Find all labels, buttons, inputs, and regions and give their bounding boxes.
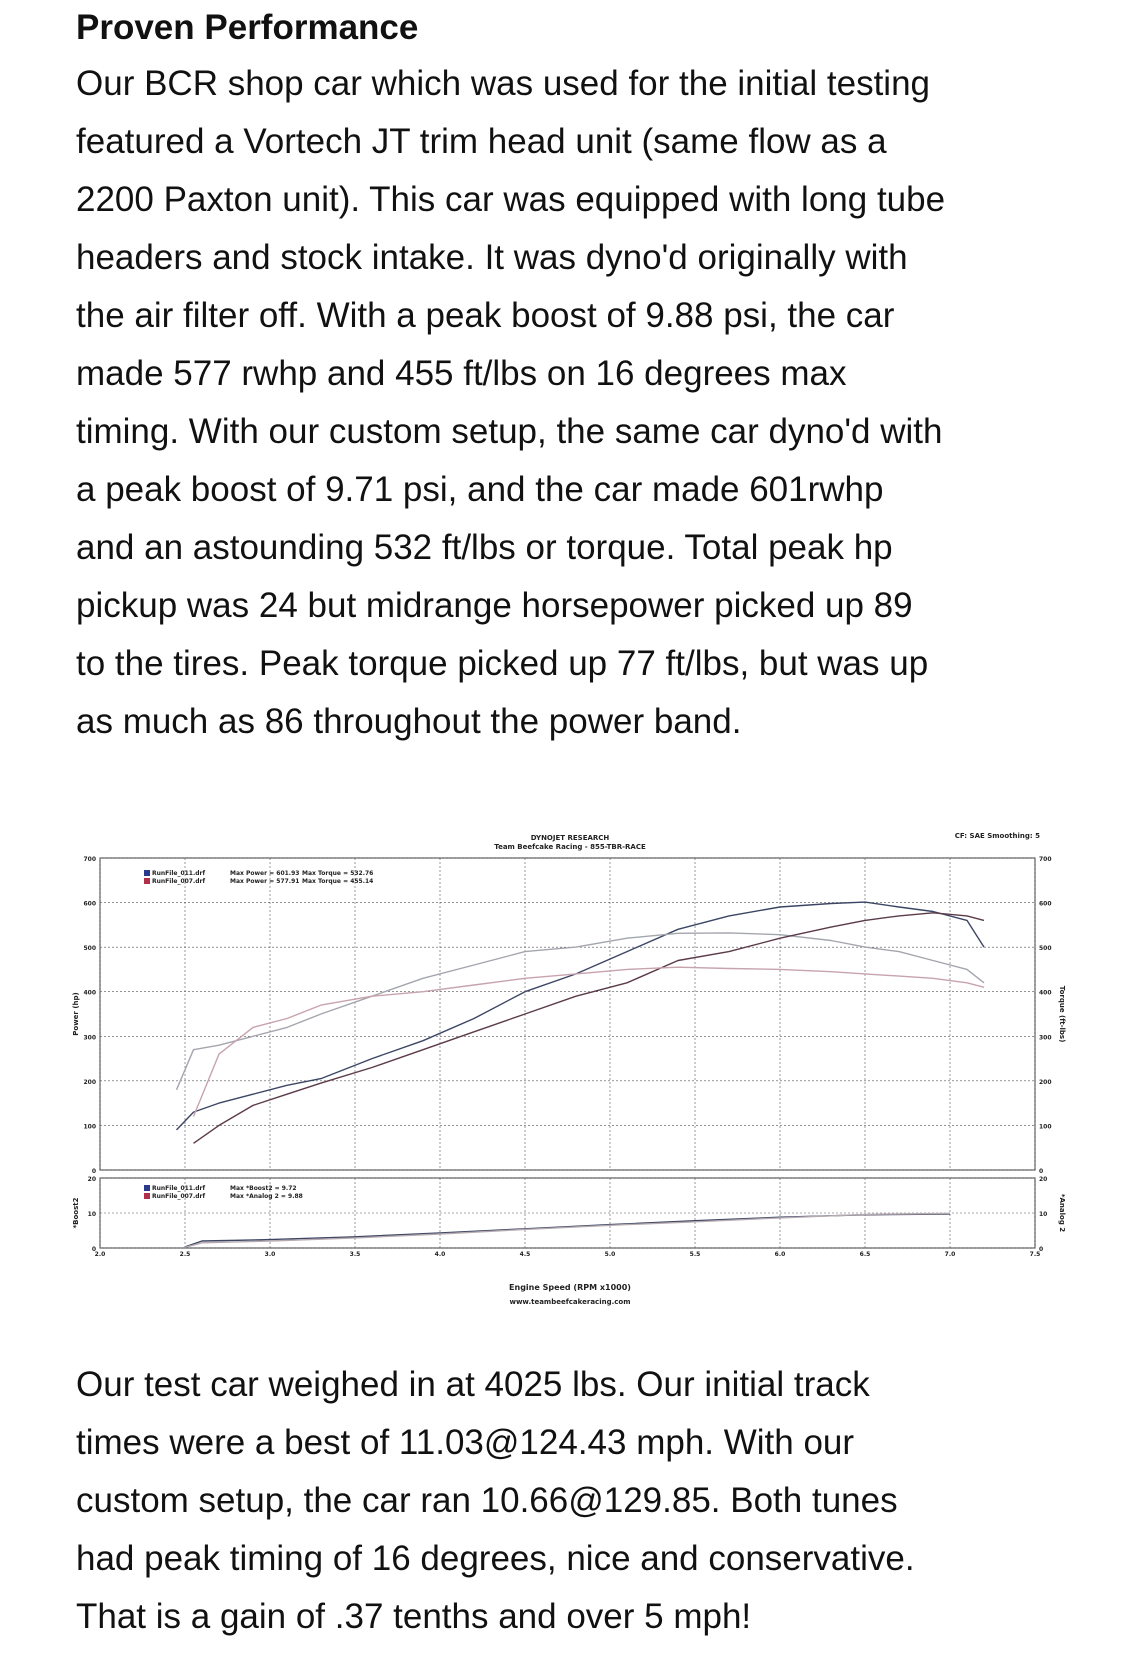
legend-swatch bbox=[144, 878, 150, 884]
boost-panel-y-tick-left: 20 bbox=[87, 1176, 96, 1183]
chart-corner-info: CF: SAE Smoothing: 5 bbox=[954, 832, 1040, 840]
chart-title: DYNOJET RESEARCH bbox=[530, 834, 610, 842]
boost-panel-y-tick-right: 0 bbox=[1039, 1246, 1044, 1253]
x-tick-label: 2.0 bbox=[94, 1251, 106, 1258]
power-panel-y-tick-left: 600 bbox=[83, 900, 96, 908]
power-panel-y-tick-right: 700 bbox=[1039, 856, 1052, 863]
x-tick-label: 4.5 bbox=[519, 1251, 531, 1258]
legend-power: Max Power = 577.91 bbox=[230, 878, 300, 885]
x-tick-label: 6.0 bbox=[774, 1251, 786, 1258]
power-panel-y-tick-right: 500 bbox=[1039, 945, 1052, 953]
legend-torque: Max Torque = 455.14 bbox=[302, 878, 374, 885]
dyno-chart bbox=[70, 830, 1070, 1310]
x-tick-label: 3.0 bbox=[264, 1251, 276, 1258]
x-tick-label: 5.5 bbox=[689, 1251, 701, 1258]
chart-subtitle: Team Beefcake Racing - 855-TBR-RACE bbox=[494, 843, 646, 851]
legend-torque: Max Torque = 532.76 bbox=[302, 870, 374, 877]
legend-boost: Max *Boost2 = 9.72 bbox=[230, 1185, 297, 1192]
power-panel-y-label-left: Power (hp) bbox=[72, 992, 80, 1036]
power-panel-y-tick-left: 200 bbox=[83, 1078, 96, 1086]
article-paragraph-1: Our BCR shop car which was used for the initial testing featured a Vortech JT trim head unit (same flow as a 2200 Paxton unit). This car was equipped with long tube headers and stock intake. It was dyno'd originally with the air filter off. With a peak boost of 9.88 psi, the car made 577 rwhp and 455 ft/lbs on 16 degrees max timing. With our custom setup, the same car dyno'd with a peak boost of 9.71 psi, and the car made 601rwhp and an astounding 532 ft/lbs or torque. Total peak hp pickup was 24 but midrange horsepower picked up 89 to the tires. Peak torque picked up 77 ft/lbs, but was up as much as 86 throughout the power band. bbox=[76, 64, 946, 741]
legend-power: Max Power = 601.93 bbox=[230, 870, 300, 877]
legend-file: RunFile_011.drf bbox=[152, 870, 206, 877]
power-panel-y-label-right: Torque (ft-lbs) bbox=[1058, 985, 1066, 1043]
x-tick-label: 3.5 bbox=[349, 1251, 361, 1258]
power-panel-y-tick-left: 700 bbox=[83, 856, 96, 863]
power-panel-y-tick-right: 300 bbox=[1039, 1034, 1052, 1042]
x-tick-label: 5.0 bbox=[604, 1251, 616, 1258]
boost-panel-y-label-left: *Boost2 bbox=[72, 1197, 80, 1229]
power-panel-y-tick-left: 100 bbox=[83, 1123, 96, 1131]
boost-panel-y-label-right: *Analog 2 bbox=[1058, 1193, 1066, 1233]
legend-file: RunFile_011.drf bbox=[152, 1185, 206, 1192]
x-tick-label: 2.5 bbox=[179, 1251, 191, 1258]
article-heading: Proven Performance bbox=[76, 8, 419, 47]
legend-file: RunFile_007.drf bbox=[152, 1193, 206, 1200]
chart-background bbox=[70, 830, 1070, 1310]
x-tick-label: 4.0 bbox=[434, 1251, 446, 1258]
x-axis-label: Engine Speed (RPM x1000) bbox=[509, 1283, 631, 1292]
power-panel-y-tick-right: 0 bbox=[1039, 1168, 1044, 1175]
x-tick-label: 7.0 bbox=[944, 1251, 956, 1258]
power-panel-y-tick-left: 400 bbox=[83, 989, 96, 997]
boost-panel-y-tick-left: 0 bbox=[91, 1246, 96, 1253]
power-panel-y-tick-right: 400 bbox=[1039, 989, 1052, 997]
power-panel-y-tick-right: 600 bbox=[1039, 900, 1052, 908]
article-paragraph-2: Our test car weighed in at 4025 lbs. Our initial track times were a best of 11.03@124.43 mph. With our custom setup, the car ran 10.66@129.85. Both tunes had peak timing of 16 degrees, nice and conservative. That is a gain of .37 tenths and over 5 mph! bbox=[76, 1365, 915, 1636]
legend-file: RunFile_007.drf bbox=[152, 878, 206, 885]
power-panel-y-tick-right: 200 bbox=[1039, 1078, 1052, 1086]
power-panel-y-tick-left: 300 bbox=[83, 1034, 96, 1042]
legend-boost: Max *Analog 2 = 9.88 bbox=[230, 1193, 303, 1200]
boost-panel-y-tick-left: 10 bbox=[87, 1211, 96, 1218]
boost-panel-y-tick-right: 10 bbox=[1039, 1211, 1048, 1218]
boost-panel-y-tick-right: 20 bbox=[1039, 1176, 1048, 1183]
legend-swatch bbox=[144, 870, 150, 876]
power-panel-y-tick-left: 500 bbox=[83, 945, 96, 953]
power-panel-y-tick-left: 0 bbox=[91, 1168, 96, 1175]
legend-swatch bbox=[144, 1193, 150, 1199]
chart-footer: www.teambeefcakeracing.com bbox=[509, 1298, 631, 1306]
legend-swatch bbox=[144, 1185, 150, 1191]
x-tick-label: 6.5 bbox=[859, 1251, 871, 1258]
power-panel-y-tick-right: 100 bbox=[1039, 1123, 1052, 1131]
x-tick-label: 7.5 bbox=[1029, 1251, 1041, 1258]
